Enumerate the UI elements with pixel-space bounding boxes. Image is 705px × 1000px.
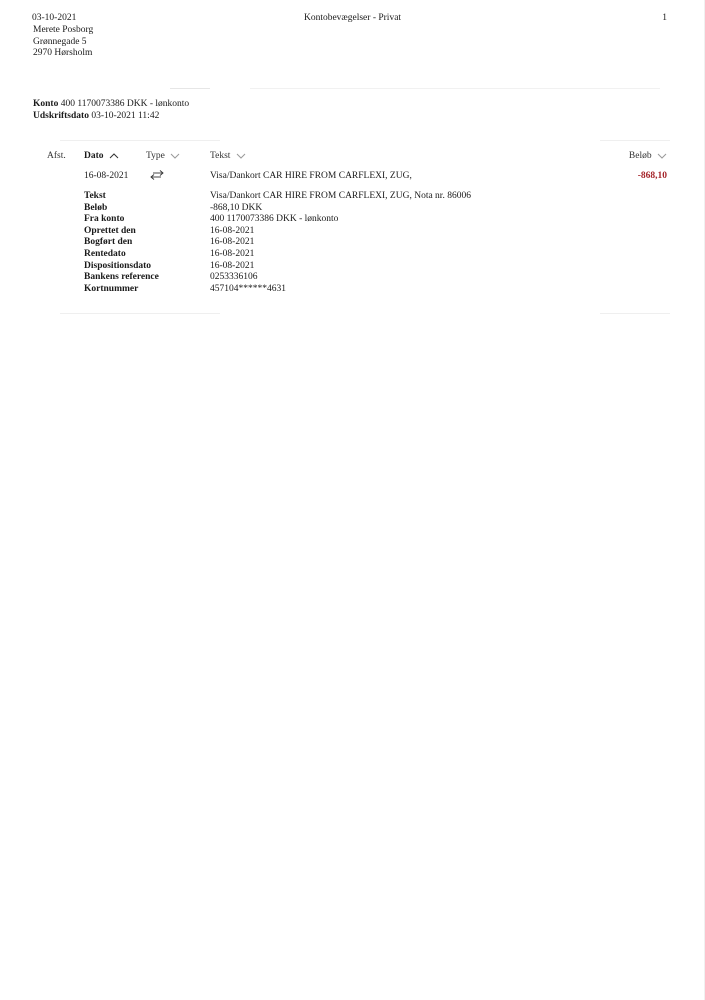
transaction-text: Visa/Dankort CAR HIRE FROM CARFLEXI, ZUG, xyxy=(210,171,412,181)
document-title: Kontobevægelser - Privat xyxy=(303,13,402,23)
divider xyxy=(60,140,220,141)
detail-values xyxy=(210,191,471,295)
detail-label: Dispositionsdato xyxy=(84,260,152,271)
detail-value: 400 1170073386 DKK - lønkonto xyxy=(210,214,339,225)
chevron-down-icon xyxy=(236,152,246,160)
detail-value: 457104******4631 xyxy=(210,283,286,294)
divider xyxy=(60,313,220,314)
column-header-belob[interactable] xyxy=(629,151,667,163)
detail-label: Kortnummer xyxy=(84,283,139,294)
detail-label: Bankens reference xyxy=(84,272,159,283)
customer-name: Merete Posborg xyxy=(33,25,94,35)
column-header-tekst-label: Tekst xyxy=(210,151,231,161)
detail-labels xyxy=(84,191,159,295)
divider xyxy=(600,313,670,314)
column-header-dato-label: Dato xyxy=(84,151,104,161)
detail-value: 16-08-2021 xyxy=(210,237,255,248)
print-date-label: Udskriftsdato xyxy=(33,110,89,121)
divider xyxy=(250,88,660,89)
address-block xyxy=(33,25,93,60)
divider xyxy=(600,140,670,141)
customer-city: 2970 Hørsholm xyxy=(33,48,93,58)
account-label: Konto xyxy=(33,99,59,109)
detail-label: Tekst xyxy=(84,191,106,201)
detail-label: Rentedato xyxy=(84,248,126,259)
detail-label: Fra konto xyxy=(84,214,125,225)
detail-label: Beløb xyxy=(84,202,108,213)
account-value: 400 1170073386 DKK - lønkonto xyxy=(60,99,190,109)
detail-value: 16-08-2021 xyxy=(210,260,255,271)
customer-street: Grønnegade 5 xyxy=(33,36,87,47)
column-header-type-label: Type xyxy=(146,151,165,161)
transaction-date: 16-08-2021 xyxy=(84,171,129,181)
column-header-type[interactable] xyxy=(146,151,180,163)
account-block xyxy=(33,99,189,122)
detail-value: -868,10 DKK xyxy=(210,202,263,213)
page-number: 1 xyxy=(662,13,667,23)
chevron-up-icon xyxy=(109,152,119,160)
detail-value: Visa/Dankort CAR HIRE FROM CARFLEXI, ZUG, Nota nr. 86006 xyxy=(210,191,471,201)
chevron-down-icon xyxy=(657,152,667,160)
detail-label: Bogført den xyxy=(84,237,133,248)
divider xyxy=(170,88,210,89)
print-date-value: 03-10-2021 11:42 xyxy=(91,110,160,121)
column-header-dato[interactable] xyxy=(84,151,119,163)
column-header-tekst[interactable] xyxy=(210,151,246,163)
transaction-amount: -868,10 xyxy=(637,171,667,181)
print-date: 03-10-2021 xyxy=(32,13,77,23)
chevron-down-icon xyxy=(170,152,180,160)
detail-value: 0253336106 xyxy=(210,272,258,283)
detail-value: 16-08-2021 xyxy=(210,225,255,236)
transfer-arrows-icon xyxy=(149,169,165,186)
column-header-afst[interactable]: Afst. xyxy=(47,151,66,161)
detail-label: Oprettet den xyxy=(84,225,136,236)
column-header-belob-label: Beløb xyxy=(628,151,652,161)
detail-value: 16-08-2021 xyxy=(210,248,255,259)
